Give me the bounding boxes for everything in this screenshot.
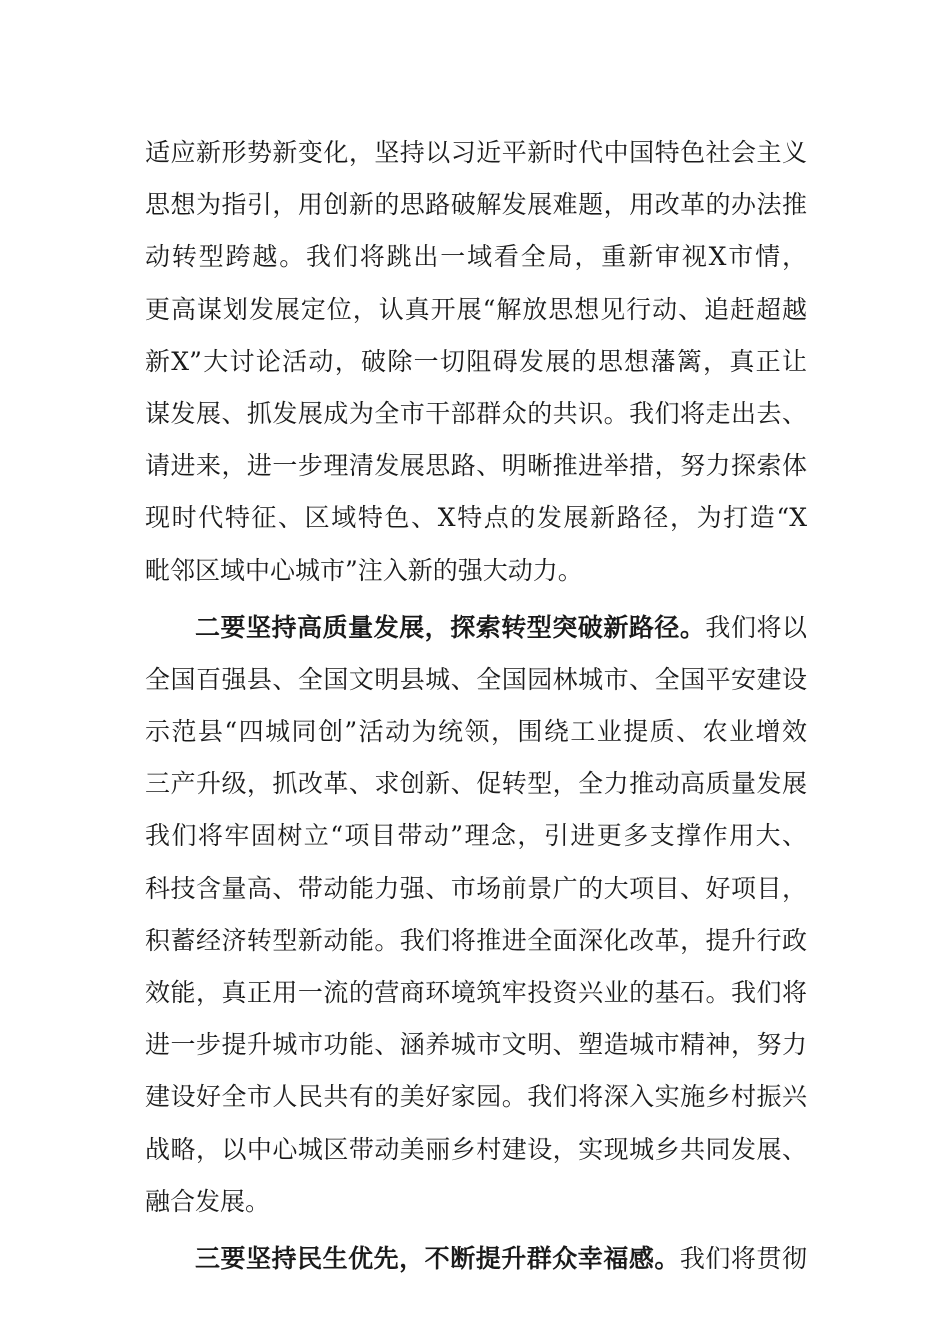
document-body	[145, 127, 807, 1285]
paragraph-first-line	[145, 1233, 807, 1285]
paragraph-1	[145, 127, 807, 597]
text-line: 融合发展。	[145, 1186, 271, 1216]
text-line: 我们将牢固树立“项目带动”理念，引进更多支撑作用大、	[145, 821, 807, 851]
text-line: 示范县“四城同创”活动为统领，围绕工业提质、农业增效	[145, 717, 807, 747]
text-line: 效能，真正用一流的营商环境筑牢投资兴业的基石。我们将	[145, 978, 807, 1007]
text-line: 请进来，进一步理清发展思路、明晰推进举措，努力探索体	[145, 451, 807, 481]
text-line: 动转型跨越。我们将跳出一域看全局，重新审视X市情，	[145, 242, 807, 272]
text-line: 更高谋划发展定位，认真开展“解放思想见行动、追赶超越	[145, 294, 807, 324]
text-line: 全国百强县、全国文明县城、全国园林城市、全国平安建设	[145, 664, 807, 694]
paragraph-2	[145, 602, 807, 1228]
paragraph-3	[145, 1233, 807, 1285]
text-line: 科技含量高、带动能力强、市场前景广的大项目、好项目，	[145, 873, 807, 903]
text-line: 建设好全市人民共有的美好家园。我们将深入实施乡村振兴	[145, 1082, 807, 1112]
heading-continuation: 我们将以	[705, 612, 807, 642]
paragraph-heading: 三要坚持民生优先，不断提升群众幸福感。	[195, 1243, 680, 1273]
text-line: 进一步提升城市功能、涵养城市文明、塑造城市精神，努力	[145, 1030, 807, 1060]
text-line: 积蓄经济转型新动能。我们将推进全面深化改革，提升行政	[145, 925, 807, 955]
text-line: 毗邻区域中心城市”注入新的强大动力。	[145, 555, 583, 585]
paragraph-first-line	[145, 602, 807, 654]
paragraph-heading: 二要坚持高质量发展，探索转型突破新路径。	[195, 612, 706, 642]
text-line: 思想为指引，用创新的思路破解发展难题，用改革的办法推	[145, 190, 807, 220]
text-line: 谋发展、抓发展成为全市干部群众的共识。我们将走出去、	[145, 398, 807, 428]
heading-continuation: 我们将贯彻	[679, 1243, 807, 1273]
text-line: 战略，以中心城区带动美丽乡村建设，实现城乡共同发展、	[145, 1134, 807, 1164]
text-line: 适应新形势新变化，坚持以习近平新时代中国特色社会主义	[145, 138, 807, 167]
text-line: 三产升级，抓改革、求创新、促转型，全力推动高质量发展	[145, 769, 807, 799]
text-line: 现时代特征、区域特色、X特点的发展新路径，为打造“X	[145, 503, 807, 533]
text-line: 新X”大讨论活动，破除一切阻碍发展的思想藩篱，真正让	[145, 346, 807, 376]
